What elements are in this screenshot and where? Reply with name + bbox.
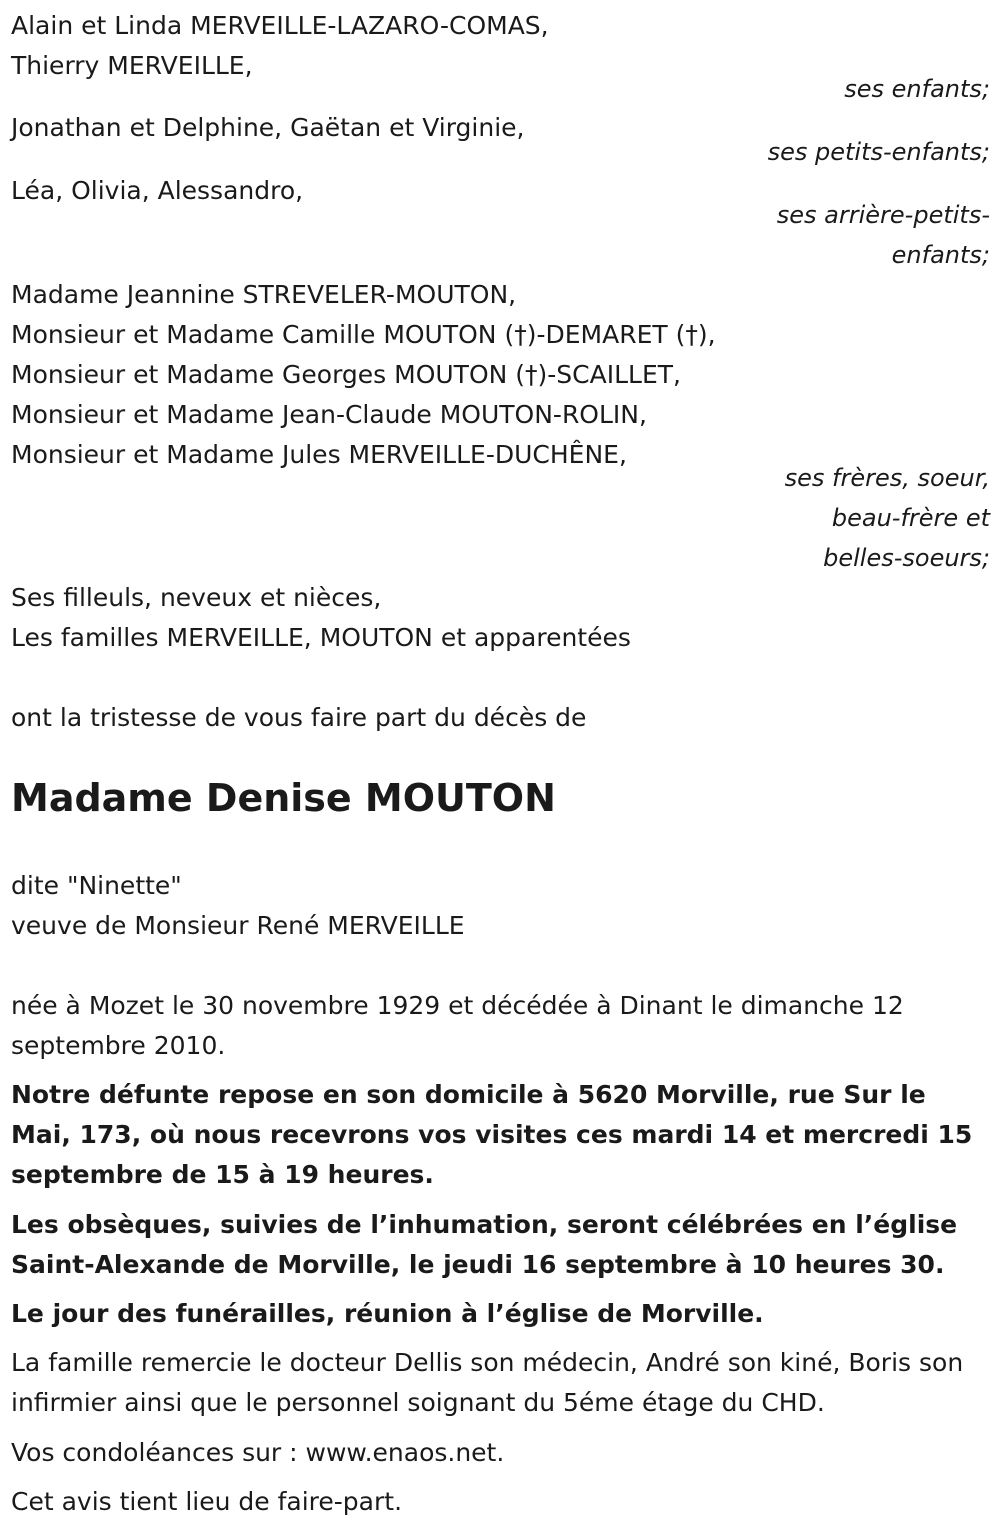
children-line-1: Alain et Linda MERVEILLE-LAZARO-COMAS, <box>11 11 549 40</box>
children-line-2: Thierry MERVEILLE, <box>11 51 253 80</box>
deceased-widow-of: veuve de Monsieur René MERVEILLE <box>11 911 465 940</box>
thanks-paragraph: La famille remercie le docteur Dellis son médecin, André son kiné, Boris son infirmier ainsi que le personnel soignant du 5éme étage du CHD. <box>11 1348 964 1417</box>
great-grandchildren-relation-1: ses arrière-petits- <box>776 201 990 229</box>
condolences-line: Vos condoléances sur : www.enaos.net. <box>11 1438 505 1467</box>
siblings-relation-1: ses frères, soeur, <box>784 464 990 492</box>
others-line-2: Les familles MERVEILLE, MOUTON et apparentées <box>11 623 631 652</box>
sibling-line-3: Monsieur et Madame Georges MOUTON (†)-SCAILLET, <box>11 360 681 389</box>
deceased-name: Madame Denise MOUTON <box>11 776 556 820</box>
sibling-line-2: Monsieur et Madame Camille MOUTON (†)-DEMARET (†), <box>11 320 716 349</box>
siblings-relation-3: belles-soeurs; <box>823 544 990 572</box>
others-line-1: Ses filleuls, neveux et nièces, <box>11 583 382 612</box>
funeral-paragraph: Les obsèques, suivies de l’inhumation, seront célébrées en l’église Saint-Alexande de Morville, le jeudi 16 septembre à 10 heures 30. <box>11 1210 958 1279</box>
sibling-line-5: Monsieur et Madame Jules MERVEILLE-DUCHÊNE, <box>11 440 627 469</box>
grandchildren-relation: ses petits-enfants; <box>767 138 990 166</box>
visitation-paragraph: Notre défunte repose en son domicile à 5620 Morville, rue Sur le Mai, 173, où nous recevrons vos visites ces mardi 14 et mercredi 15 septembre de 15 à 19 heures. <box>11 1080 973 1189</box>
grandchildren-line: Jonathan et Delphine, Gaëtan et Virginie, <box>11 113 525 142</box>
notice-line: Cet avis tient lieu de faire-part. <box>11 1487 403 1516</box>
birth-death-paragraph: née à Mozet le 30 novembre 1929 et décédée à Dinant le dimanche 12 septembre 2010. <box>11 991 904 1060</box>
siblings-relation-2: beau-frère et <box>831 504 990 532</box>
announcement: ont la tristesse de vous faire part du décès de <box>11 703 587 732</box>
sibling-line-1: Madame Jeannine STREVELER-MOUTON, <box>11 280 517 309</box>
meeting-paragraph: Le jour des funérailles, réunion à l’église de Morville. <box>11 1299 764 1328</box>
children-relation: ses enfants; <box>844 75 990 103</box>
deceased-nickname: dite "Ninette" <box>11 871 182 900</box>
sibling-line-4: Monsieur et Madame Jean-Claude MOUTON-ROLIN, <box>11 400 647 429</box>
great-grandchildren-line: Léa, Olivia, Alessandro, <box>11 176 304 205</box>
great-grandchildren-relation-2: enfants; <box>891 241 990 269</box>
